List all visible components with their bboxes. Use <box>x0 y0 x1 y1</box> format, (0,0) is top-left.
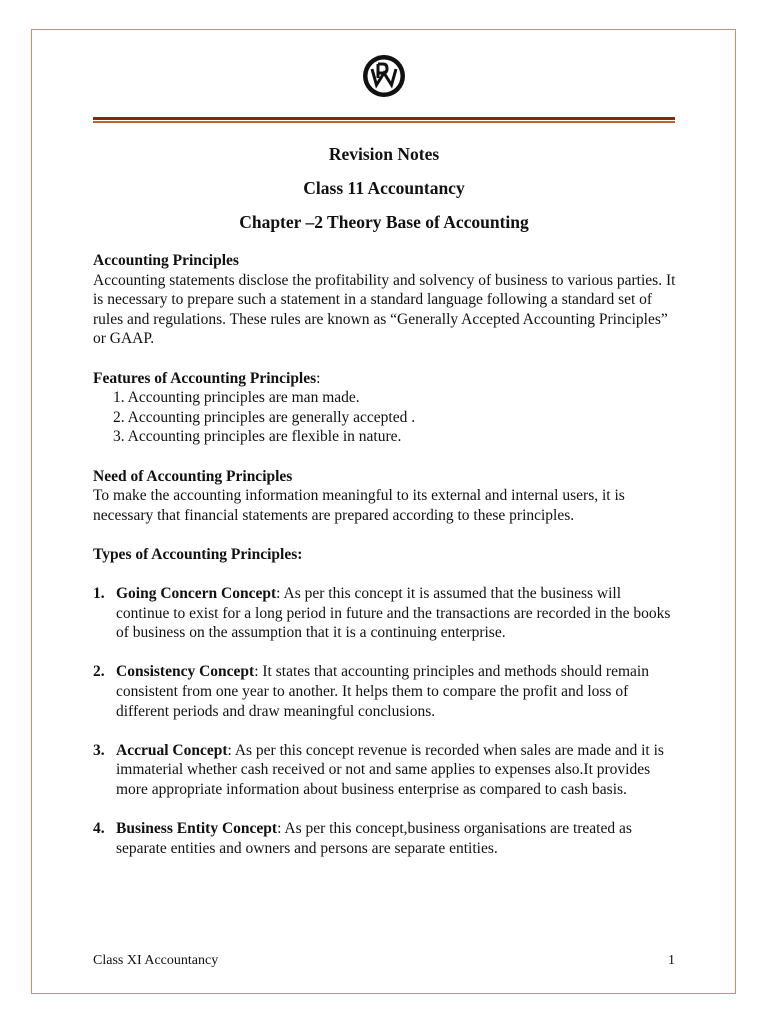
section-heading: Accounting Principles <box>93 252 239 269</box>
list-item: 1. Going Concern Concept: As per this concept it is assumed that the business will continue to exist for a long period in future and the transactions are recorded in the books of business on the assumption that it is a continuing enterprise. <box>93 585 671 642</box>
page-number: 1 <box>668 953 675 968</box>
header-rule <box>93 117 675 120</box>
term: Accrual Concept <box>116 741 228 759</box>
list-item: 3. Accounting principles are flexible in nature. <box>113 428 402 446</box>
chapter-title: Chapter –2 Theory Base of Accounting <box>239 212 529 232</box>
section-heading: Features of Accounting Principles <box>93 369 317 387</box>
section-heading: Types of Accounting Principles: <box>93 545 303 563</box>
list-item: 1. Accounting principles are man made. <box>113 389 360 407</box>
pw-logo <box>362 54 406 98</box>
list-item: 4. Business Entity Concept: As per this concept,business organisations are treated as separate entities and owners and persons are separate entities. <box>93 820 632 857</box>
paragraph: Accounting statements disclose the profitability and solvency of business to various parties. It is necessary to prepare such a statement in a standard language following a standard set of rules and regulations. These rules are known as “Generally Accepted Accounting Principles” or GAAP. <box>93 271 676 348</box>
paragraph: To make the accounting information meaningful to its external and internal users, it is necessary that financial statements are prepared according to these principles. <box>93 487 625 524</box>
section-heading: Need of Accounting Principles <box>93 467 293 485</box>
list-item: 3. Accrual Concept: As per this concept revenue is recorded when sales are made and it is immaterial whether cash received or not and same applies to expenses also.It provides more appropriate information about business enterprise as compared to cash basis. <box>93 741 664 799</box>
term: Going Concern Concept <box>116 585 277 603</box>
list-item: 2. Consistency Concept: It states that accounting principles and methods should remain consistent from one year to another. It helps them to compare the profit and loss of different periods and draw meaningful conclusions. <box>93 663 649 720</box>
header-rule-accent <box>93 121 675 123</box>
document-body <box>93 251 678 858</box>
doc-title: Revision Notes <box>328 144 440 164</box>
term: Consistency Concept <box>116 663 255 681</box>
footer-label: Class XI Accountancy <box>93 953 219 968</box>
class-title: Class 11 Accountancy <box>303 178 465 198</box>
list-item: 2. Accounting principles are generally accepted . <box>113 408 416 426</box>
features-heading-line: Features of Accounting Principles: <box>93 369 321 387</box>
term: Business Entity Concept <box>116 820 278 838</box>
